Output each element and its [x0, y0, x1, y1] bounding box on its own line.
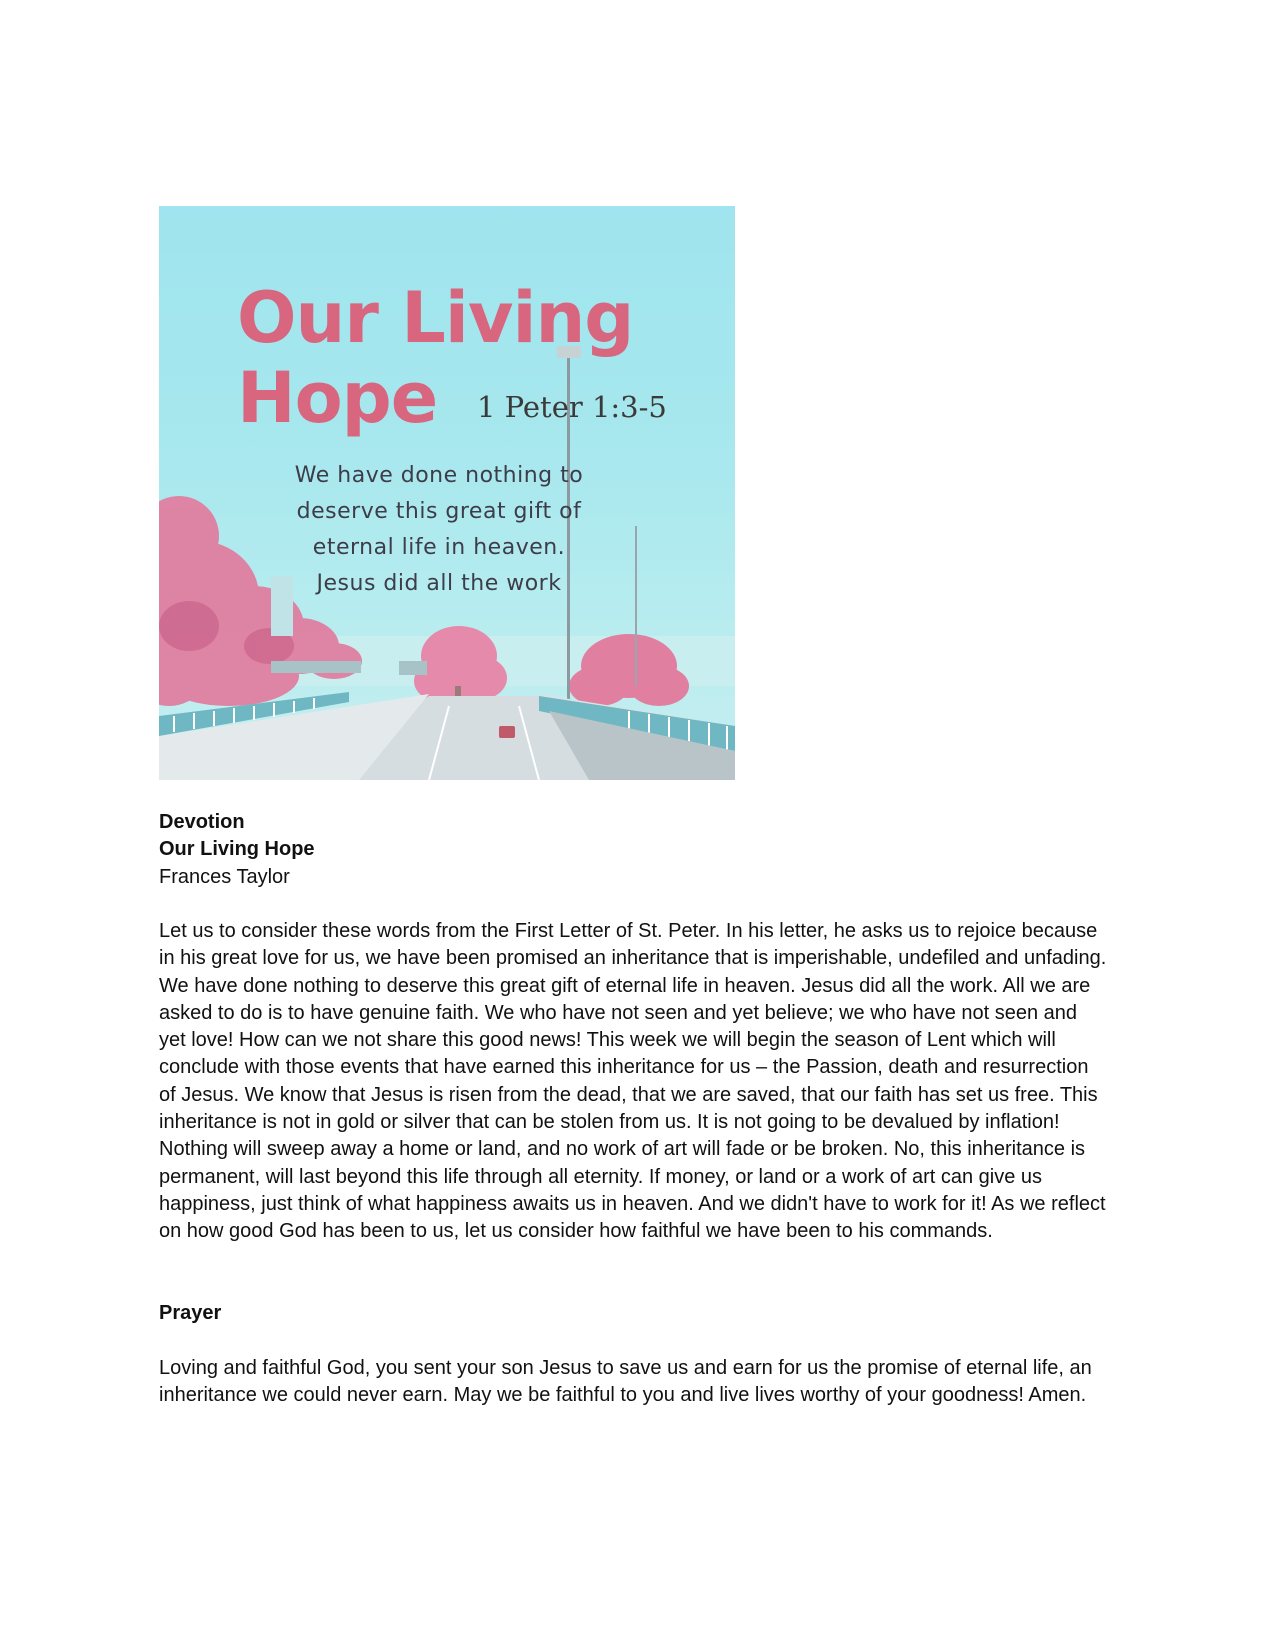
section-label: Devotion	[159, 811, 245, 833]
devotion-paragraph: Let us to consider these words from the First Letter of St. Peter. In his letter, he asks us to rejoice because in his great love for us, we have been promised an inheritance that is imperishable, undefiled and unfading. We have done nothing to deserve this great gift of eternal life in heaven. Jesus did all the work. All we are asked to do is to have genuine faith. We who have not seen and yet believe; we who have not seen and yet love! How can we not share this good news! This week we will begin the season of Lent which will conclude with those events that have earned this inheritance for us – the Passion, death and resurrection of Jesus. We know that Jesus is risen from the dead, that we are saved, that our faith has set us free. This inheritance is not in gold or silver that can be stolen from us. It is not going to be devalued by inflation! Nothing will sweep away a home or land, and no work of art will fade or be broken. No, this inheritance is permanent, will last beyond this life through all eternity. If money, or land or a work of art can give us happiness, just think of what happiness awaits us in heaven. And we didn't have to work for it! As we reflect on how good God has been to us, let us consider how faithful we have been to his commands.	[159, 920, 1107, 1243]
prayer-heading: Prayer	[159, 1302, 222, 1324]
devotion-title: Our Living Hope	[159, 838, 315, 861]
devotion-header	[159, 809, 1109, 891]
featured-image	[159, 206, 735, 780]
author-name: Frances Taylor	[159, 865, 290, 888]
image-scripture-reference: 1 Peter 1:3-5	[477, 390, 667, 424]
prayer-paragraph: Loving and faithful God, you sent your son Jesus to save us and earn for us the promise of eternal life, an inheritance we could never earn. May we be faithful to you and live lives worthy of your goodness! Amen.	[159, 1357, 1092, 1407]
image-title: Our Living Hope	[237, 277, 634, 439]
image-quote: We have done nothing to deserve this great gift of eternal life in heaven. Jesus did all the work	[294, 463, 584, 596]
